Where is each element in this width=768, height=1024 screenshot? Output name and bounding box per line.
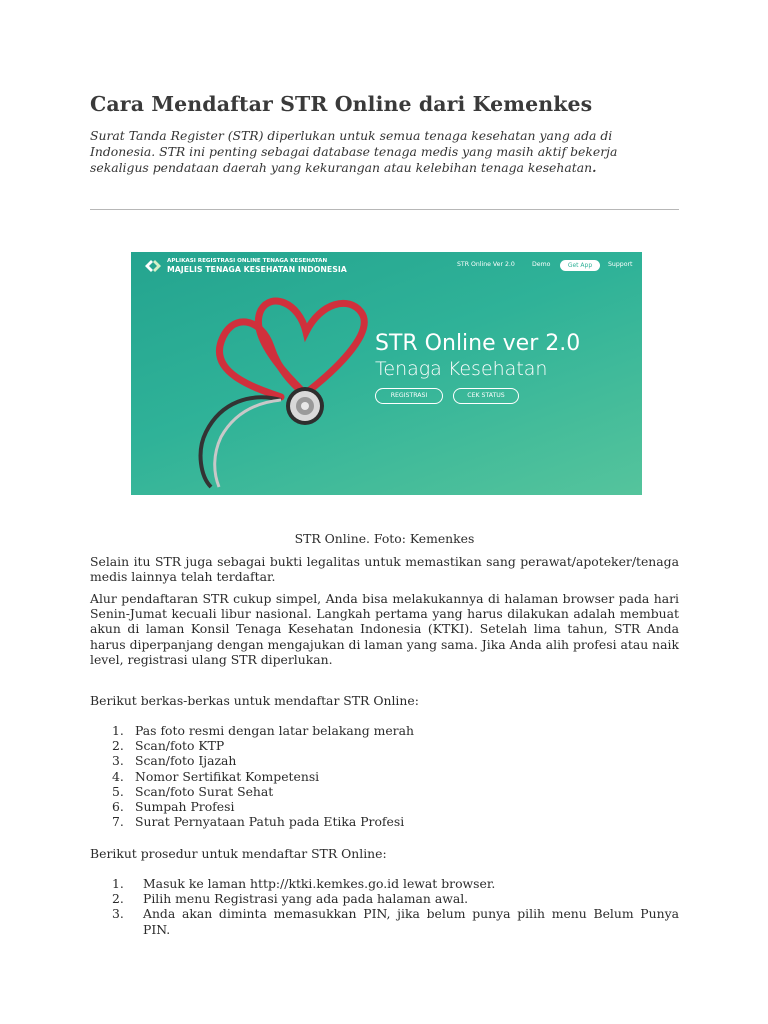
nav-demo-link[interactable]: Demo [532, 261, 551, 268]
registrasi-button[interactable]: REGISTRASI [375, 388, 443, 404]
list-number: 3. [112, 753, 124, 769]
document-item [90, 723, 679, 738]
document-item [90, 769, 679, 784]
intro-period: . [592, 160, 597, 175]
list-number: 1. [112, 723, 124, 738]
step-item [90, 906, 679, 936]
document-item [90, 799, 679, 814]
get-app-button[interactable]: Get App [560, 260, 600, 271]
list-text: Masuk ke laman http://ktki.kemkes.go.id lewat browser. [143, 876, 496, 891]
brand-line-1: APLIKASI REGISTRASI ONLINE TENAGA KESEHATAN [167, 258, 328, 264]
image-caption: STR Online. Foto: Kemenkes [294, 531, 475, 546]
hero-title: STR Online ver 2.0 [375, 331, 581, 356]
paragraph-alur: Alur pendaftaran STR cukup simpel, Anda bisa melakukannya di halaman browser pada hari Senin-Jumat kecuali libur nasional. Langkah pertama yang harus dilakukan adalah membuat akun di laman Konsil Tenaga Kesehatan Indonesia (KTKI). Setelah lima tahun, STR Anda harus diperpanjang dengan mengajukan di laman yang sama. Jika Anda alih profesi atau naik level, registrasi ulang STR diperlukan. [90, 591, 679, 667]
list-text: Anda akan diminta memasukkan PIN, jika belum punya pilih menu Belum Punya PIN. [143, 906, 679, 937]
str-online-banner-image [131, 252, 642, 495]
paragraph-berkas-intro: Berikut berkas-berkas untuk mendaftar STR Online: [90, 693, 419, 708]
documents-list [90, 723, 679, 829]
article-intro [90, 128, 662, 176]
cek-status-button[interactable]: CEK STATUS [453, 388, 519, 404]
paragraph-prosedur-intro: Berikut prosedur untuk mendaftar STR Online: [90, 846, 387, 861]
nav-version-link[interactable]: STR Online Ver 2.0 [457, 261, 515, 268]
step-item [90, 876, 679, 891]
stethoscope-heart-illustration [161, 292, 371, 492]
article-header [90, 92, 678, 176]
hero-subtitle: Tenaga Kesehatan [375, 358, 548, 380]
mtki-logo-icon [144, 257, 162, 275]
list-text: Surat Pernyataan Patuh pada Etika Profesi [135, 814, 405, 830]
list-text: Scan/foto Ijazah [135, 753, 237, 769]
list-number: 1. [112, 876, 124, 891]
list-number: 5. [112, 783, 124, 799]
paragraph-legalitas: Selain itu STR juga sebagai bukti legalitas untuk memastikan sang perawat/apoteker/tenaga medis lainnya telah terdaftar. [90, 554, 679, 585]
article-title: Cara Mendaftar STR Online dari Kemenkes [90, 92, 593, 116]
banner-navbar [131, 252, 642, 282]
list-text: Pilih menu Registrasi yang ada pada halaman awal. [143, 891, 469, 907]
list-number: 4. [112, 768, 124, 784]
list-text: Scan/foto KTP [135, 738, 225, 754]
document-item [90, 814, 679, 829]
document-item [90, 738, 679, 753]
list-text: Scan/foto Surat Sehat [135, 783, 274, 799]
brand-line-2: MAJELIS TENAGA KESEHATAN INDONESIA [167, 265, 347, 274]
list-text: Nomor Sertifikat Kompetensi [135, 768, 320, 784]
intro-text: Surat Tanda Register (STR) diperlukan untuk semua tenaga kesehatan yang ada di Indonesia. STR ini penting sebagai database tenaga medis yang masih aktif bekerja sekaligus pendataan daerah yang kekurangan atau kelebihan tenaga kesehatan [90, 128, 618, 175]
document-item [90, 753, 679, 768]
list-text: Sumpah Profesi [135, 799, 235, 815]
list-number: 6. [112, 799, 124, 815]
step-item [90, 891, 679, 906]
list-text: Pas foto resmi dengan latar belakang merah [135, 723, 414, 738]
list-number: 2. [112, 891, 124, 907]
nav-support-link[interactable]: Support [608, 261, 633, 268]
divider [90, 209, 679, 210]
steps-list [90, 876, 679, 937]
list-number: 7. [112, 814, 124, 830]
list-number: 2. [112, 738, 124, 754]
list-number: 3. [112, 906, 124, 922]
document-item [90, 784, 679, 799]
